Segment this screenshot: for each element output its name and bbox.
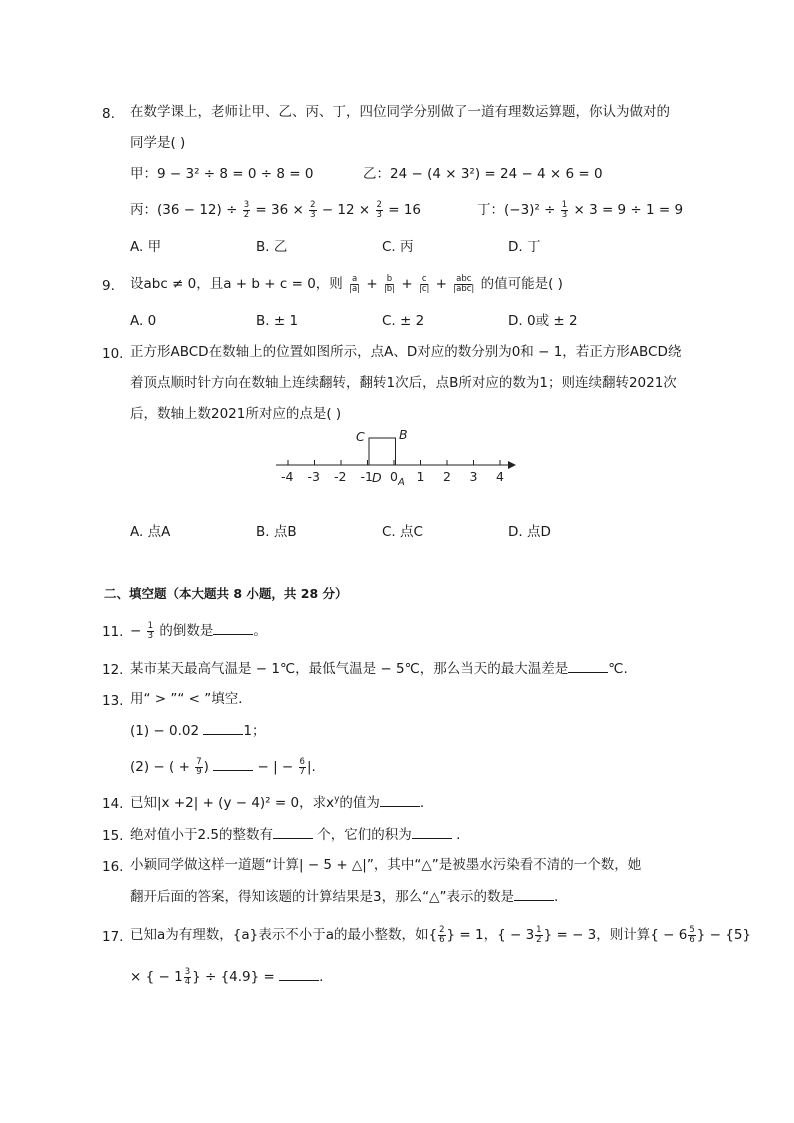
q9-option-d[interactable]: D. 0或 ± 2 [508, 313, 578, 329]
fraction: $\frac{1}{2}$ [536, 924, 542, 945]
q8-bing-mid2: − 12 × [321, 202, 371, 218]
q12-number: 12. [102, 662, 124, 678]
q17-line1: 已知a为有理数，{a}表示不小于a的最小整数，如{ $\frac{2}{6}$ } = 1，{ − 3 $\frac{1}{2}$ } = − 3，则计算{ − 6 $\frac{5}{6}$ } − {5} [130, 924, 752, 945]
label-b: B [399, 427, 408, 442]
fraction: $\frac{2}{3}$ [376, 199, 382, 220]
tick-label: -1 [360, 469, 373, 484]
fraction: $\frac{6}{7}$ [299, 756, 305, 777]
q8-jia: 甲：9 − 3² ÷ 8 = 0 ÷ 8 = 0 [130, 166, 314, 182]
fraction: $\frac{\text{abc}}{\text{|abc|}}$ [453, 273, 475, 294]
q8-number: 8. [102, 106, 115, 122]
q8-ding-prefix: 丁：(−3)² ÷ [477, 202, 556, 218]
number-line-arrow-icon [508, 461, 516, 469]
q16-blank[interactable] [514, 886, 554, 901]
q17-number: 17. [102, 929, 124, 945]
q13-part2: (2) − ( + $\frac{7}{9}$ ) − | − $\frac{6}{7}$ |. [130, 756, 316, 777]
q8-bing-mid1: = 36 × [255, 202, 304, 218]
q8-ding [477, 200, 683, 220]
q13-number: 13. [102, 693, 124, 709]
q11-text: − $\frac{1}{3}$ 的倒数是 。 [130, 620, 267, 641]
tick-label: -3 [307, 469, 320, 484]
label-d: D [372, 470, 382, 485]
q13-text: 用“ > ”“ < ”填空． [130, 691, 252, 707]
q13-part1: (1) − 0.02 1； [130, 720, 265, 741]
q8-bing [130, 200, 421, 220]
tick-label: 2 [443, 469, 451, 484]
q16-line1: 小颖同学做这样一道题“计算| − 5 + △|”，其中“△”是被墨水污染看不清的一个数，她 [130, 857, 642, 873]
label-c: C [356, 429, 365, 444]
q17-line2: × { − 1 $\frac{3}{4}$ } ÷ {4.9} = . [130, 966, 324, 987]
q10-option-c[interactable]: C. 点C [382, 524, 423, 540]
fraction: $\frac{1}{3}$ [147, 620, 154, 641]
q16-number: 16. [102, 859, 124, 875]
square-abcd [369, 438, 396, 465]
section2-title: 二、填空题（本大题共 8 小题，共 28 分） [104, 586, 348, 601]
tick-label: -2 [334, 469, 347, 484]
q8-line1: 在数学课上，老师让甲、乙、丙、丁，四位同学分别做了一道有理数运算题，你认为做对的 [130, 104, 670, 120]
tick-label: 3 [469, 469, 478, 484]
fraction: $\frac{2}{6}$ [439, 924, 445, 945]
q10-line2: 着顶点顺时针方向在数轴上连续翻转，翻转1次后，点B所对应的数为1；则连续翻转2021次 [130, 375, 677, 391]
q14-number: 14. [102, 796, 124, 812]
q8-option-d[interactable]: D. 丁 [508, 239, 541, 255]
q9-text: 设abc ≠ 0，且a + b + c = 0，则 $\frac{a}{|a|}$ + $\frac{b}{|b|}$ + $\frac{c}{|c|}$ + $\frac{\text{abc}}{\text{|abc|}}$ 的值可能是( ) [130, 273, 563, 294]
q8-bing-prefix: 丙：(36 − 12) ÷ [130, 202, 238, 218]
fraction: $\frac{b}{|b|}$ [383, 273, 396, 294]
fraction: $\frac{c}{|c|}$ [418, 273, 430, 294]
q16-line2: 翻开后面的答案，得知该题的计算结果是3，那么“△”表示的数是 . [130, 886, 558, 907]
q12-text: 某市某天最高气温是 − 1℃，最低气温是 − 5℃，那么当天的最大温差是 ℃. [130, 658, 628, 679]
q15-blank-1[interactable] [273, 824, 313, 839]
q11-number: 11. [102, 624, 124, 640]
q15-text: 绝对值小于2.5的整数有 个，它们的积为 . [130, 824, 460, 845]
q15-blank-2[interactable] [412, 824, 452, 839]
q9-text-prefix: 设abc ≠ 0，且a + b + c = 0，则 [130, 276, 343, 292]
q8-yi: 乙：24 − (4 × 3²) = 24 − 4 × 6 = 0 [363, 166, 603, 182]
q14-blank[interactable] [380, 792, 420, 807]
q10-option-b[interactable]: B. 点B [256, 524, 297, 540]
tick-label: 4 [496, 469, 504, 484]
q10-option-d[interactable]: D. 点D [508, 524, 551, 540]
q11-blank[interactable] [213, 620, 253, 635]
q10-line3: 后，数轴上数2021所对应的点是( ) [130, 406, 342, 422]
tick-label: -4 [281, 469, 294, 484]
q8-line2: 同学是( ) [130, 135, 186, 151]
number-line-ticks [281, 460, 504, 484]
q9-option-a[interactable]: A. 0 [130, 313, 157, 329]
q14-text: 已知|x +2| + (y − 4)² = 0，求$x^y$的值为 . [130, 792, 424, 813]
tick-label: 1 [416, 469, 425, 484]
label-a: A [398, 477, 405, 488]
q9-number: 9. [102, 278, 115, 294]
q17-blank[interactable] [279, 966, 319, 981]
fraction: $\frac{7}{9}$ [196, 756, 202, 777]
fraction: $\frac{5}{6}$ [689, 924, 695, 945]
q9-option-c[interactable]: C. ± 2 [382, 313, 425, 329]
q8-option-c[interactable]: C. 丙 [382, 239, 414, 255]
q8-option-a[interactable]: A. 甲 [130, 239, 162, 255]
tick-label: 0 [390, 469, 398, 484]
q8-bing-end: = 16 [388, 202, 421, 218]
q9-option-b[interactable]: B. ± 1 [256, 313, 299, 329]
q13-blank-2[interactable] [213, 756, 253, 771]
q8-ding-end: × 3 = 9 ÷ 1 = 9 [573, 202, 684, 218]
fraction: $\frac{3}{4}$ [184, 966, 191, 987]
q13-blank-1[interactable] [203, 720, 243, 735]
fraction: $\frac{3}{2}$ [243, 199, 250, 220]
fraction: $\frac{2}{3}$ [310, 199, 316, 220]
q9-text-end: 的值可能是( ) [480, 276, 563, 292]
q8-option-b[interactable]: B. 乙 [256, 239, 288, 255]
fraction: $\frac{1}{3}$ [561, 199, 568, 220]
q15-number: 15. [102, 828, 124, 844]
q10-option-a[interactable]: A. 点A [130, 524, 171, 540]
fraction: $\frac{a}{|a|}$ [349, 273, 361, 294]
q12-blank[interactable] [568, 658, 608, 673]
q10-number: 10. [102, 346, 124, 362]
q10-line1: 正方形ABCD在数轴上的位置如图所示，点A、D对应的数分别为0和 − 1，若正方形ABCD绕 [130, 344, 682, 360]
